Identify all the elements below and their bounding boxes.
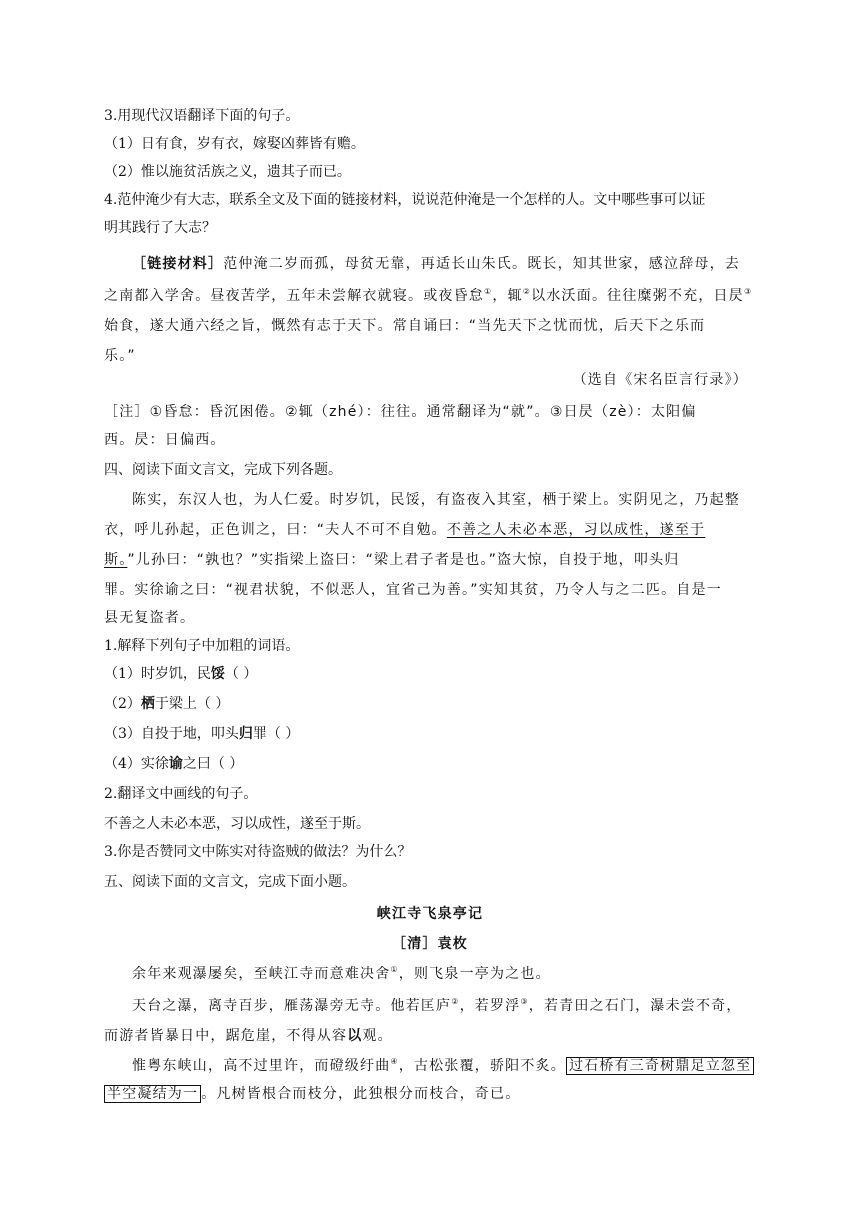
- q3-sentence-2: （2）惟以施贫活族之义，遗其子而已。: [104, 164, 351, 180]
- link-notes-line-1: ［注］①昏怠：昏沉困倦。②辄（zhé）：往往。通常翻译为“就”。③日昃（zè）：太阳偏: [104, 404, 697, 420]
- underlined-sentence-end: 斯。: [104, 552, 128, 568]
- footnote-mark: ③: [520, 997, 529, 1006]
- sec4-passage-line-2: 衣，呼儿孙起，正色训之，曰：“夫人不可不自勉。不善之人未必本恶，习以成性，遂至于: [104, 522, 706, 538]
- passage-author: ［清］袁枚: [392, 936, 468, 952]
- link-notes-line-2: 西。昃：日偏西。: [104, 432, 226, 448]
- footnote-mark: ③: [743, 287, 753, 296]
- link-material-line-4: 乐。”: [104, 348, 136, 364]
- sec5-passage-line-5: 半空凝结为一 。凡树皆根合而枝分，此独根分而枝合，奇已。: [104, 1084, 520, 1104]
- passage-title: 峡江寺飞泉亭记: [376, 906, 484, 922]
- link-material-line-1: ［链接材料］范仲淹二岁而孤，母贫无靠，再适长山朱氏。既长，知其世家，感泣辞母，去: [132, 256, 741, 272]
- q3-sentence-1: （1）日有食，岁有衣，嫁娶凶葬皆有赡。: [104, 136, 365, 152]
- bold-word: 馁: [210, 666, 225, 682]
- sec4-q1-item-4: （4）实徐谕之曰（ ）: [104, 756, 244, 772]
- bold-word: 归: [238, 726, 253, 742]
- boxed-sentence-end: 半空凝结为一: [104, 1085, 201, 1103]
- sec4-q2-sentence: 不善之人未必本恶，习以成性，遂至于斯。: [104, 816, 370, 832]
- footnote-mark: ①: [390, 965, 399, 974]
- sec5-passage-line-4: 惟粤东峡山，高不过里许，而磴级纡曲④，古松张覆，骄阳不炙。 过石桥有三奇树鼎足立忽至: [132, 1056, 754, 1076]
- link-material-source: （选自《宋名臣言行录》）: [572, 372, 748, 388]
- q4-line-2: 明其践行了大志？: [104, 220, 216, 236]
- bold-word: 谕: [168, 756, 183, 772]
- sec5-passage-line-2: 天台之瀑，离寺百步，雁荡瀑旁无寺。他若匡庐②，若罗浮③，若青田之石门，瀑未尝不奇，: [132, 997, 742, 1014]
- bold-word: 栖: [140, 696, 155, 712]
- sec4-q2-title: 2.翻译文中画线的句子。: [104, 786, 258, 802]
- sec5-passage-line-1: 余年来观瀑屡矣，至峡江寺而意难决舍①，则飞泉一亭为之也。: [132, 965, 551, 982]
- footnote-mark: ②: [522, 287, 532, 296]
- q4-line-1: 4.范仲淹少有大志，联系全文及下面的链接材料，说说范仲淹是一个怎样的人。文中哪些事可以证: [104, 192, 706, 208]
- link-material-label: ［链接材料］: [132, 256, 224, 272]
- link-material-line-3: 始食，遂大通六经之旨，慨然有志于天下。常自诵曰：“当先天下之忧而忧，后天下之乐而: [104, 318, 706, 334]
- sec4-passage-line-3: 斯。”儿孙曰：“孰也？”实指梁上盗曰：“梁上君子者是也。”盗大惊，自投于地，叩头归: [104, 552, 680, 568]
- boxed-sentence: 过石桥有三奇树鼎足立忽至: [566, 1057, 754, 1075]
- sec4-passage-line-4: 罪。实徐谕之曰：“视君状貌，不似恶人，宜省己为善。”实知其贫，乃令人与之二匹。自是一: [104, 582, 722, 598]
- sec4-passage-line-5: 县无复盗者。: [104, 610, 196, 626]
- footnote-mark: ④: [390, 1057, 399, 1066]
- bold-word: 以: [347, 1028, 363, 1044]
- footnote-mark: ①: [484, 287, 493, 296]
- sec4-q1-title: 1.解释下列句子中加粗的词语。: [104, 638, 300, 654]
- link-material-line-2: 之南都入学舍。昼夜苦学，五年未尝解衣就寝。或夜昏怠①，辄②以水沃面。往往糜粥不充，日昃③: [104, 287, 753, 304]
- sec4-q1-item-3: （3）自投于地，叩头归罪（ ）: [104, 726, 300, 742]
- sec4-q1-item-1: （1）时岁饥，民馁（ ）: [104, 666, 258, 682]
- sec4-q1-item-2: （2）栖于梁上（ ）: [104, 696, 230, 712]
- underlined-sentence: 不善之人未必本恶，习以成性，遂至于: [446, 522, 706, 538]
- section-4-title: 四、阅读下面文言文，完成下列各题。: [104, 462, 342, 478]
- section-5-title: 五、阅读下面的文言文，完成下面小题。: [104, 874, 356, 890]
- q3-title: 3.用现代汉语翻译下面的句子。: [104, 108, 300, 124]
- sec4-q3-title: 3.你是否赞同文中陈实对待盗贼的做法？为什么？: [104, 844, 412, 860]
- sec5-passage-line-3: 而游者皆暴日中，踞危崖，不得从容以观。: [104, 1028, 393, 1044]
- footnote-mark: ②: [451, 997, 460, 1006]
- sec4-passage-line-1: 陈实，东汉人也，为人仁爱。时岁饥，民馁，有盗夜入其室，栖于梁上。实阴见之，乃起整: [132, 492, 740, 508]
